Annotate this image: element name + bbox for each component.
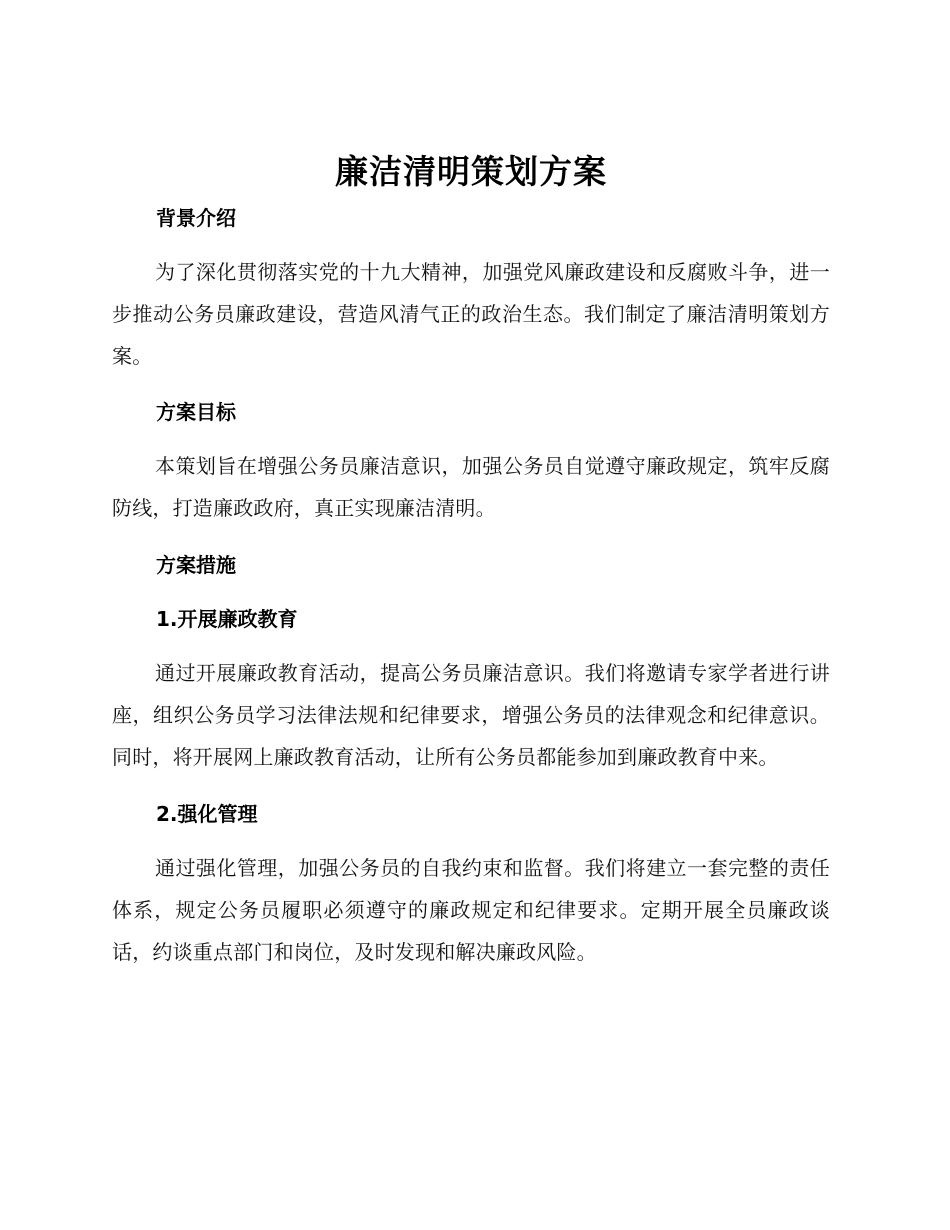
section-heading-goal: 方案目标 [156, 400, 236, 424]
paragraph-goal: 本策划旨在增强公务员廉洁意识，加强公务员自觉遵守廉政规定，筑牢反腐防线，打造廉政政府，真正实现廉洁清明。 [112, 454, 830, 520]
document-title: 廉洁清明策划方案 [335, 152, 607, 191]
document-body [112, 150, 830, 973]
paragraph-management: 通过强化管理，加强公务员的自我约束和监督。我们将建立一套完整的责任体系，规定公务员履职必须遵守的廉政规定和纪律要求。定期开展全员廉政谈话，约谈重点部门和岗位，及时发现和解决廉政风险。 [112, 856, 830, 964]
section-heading-measures: 方案措施 [156, 553, 236, 577]
paragraph-background: 为了深化贯彻落实党的十九大精神，加强党风廉政建设和反腐败斗争，进一步推动公务员廉政建设，营造风清气正的政治生态。我们制定了廉洁清明策划方案。 [112, 260, 830, 368]
subsection-heading-education: 1.开展廉政教育 [156, 607, 298, 631]
subsection-heading-management: 2.强化管理 [156, 802, 258, 826]
section-heading-background: 背景介绍 [156, 206, 236, 230]
paragraph-education: 通过开展廉政教育活动，提高公务员廉洁意识。我们将邀请专家学者进行讲座，组织公务员学习法律法规和纪律要求，增强公务员的法律观念和纪律意识。同时，将开展网上廉政教育活动，让所有公务员都能参加到廉政教育中来。 [112, 661, 830, 769]
